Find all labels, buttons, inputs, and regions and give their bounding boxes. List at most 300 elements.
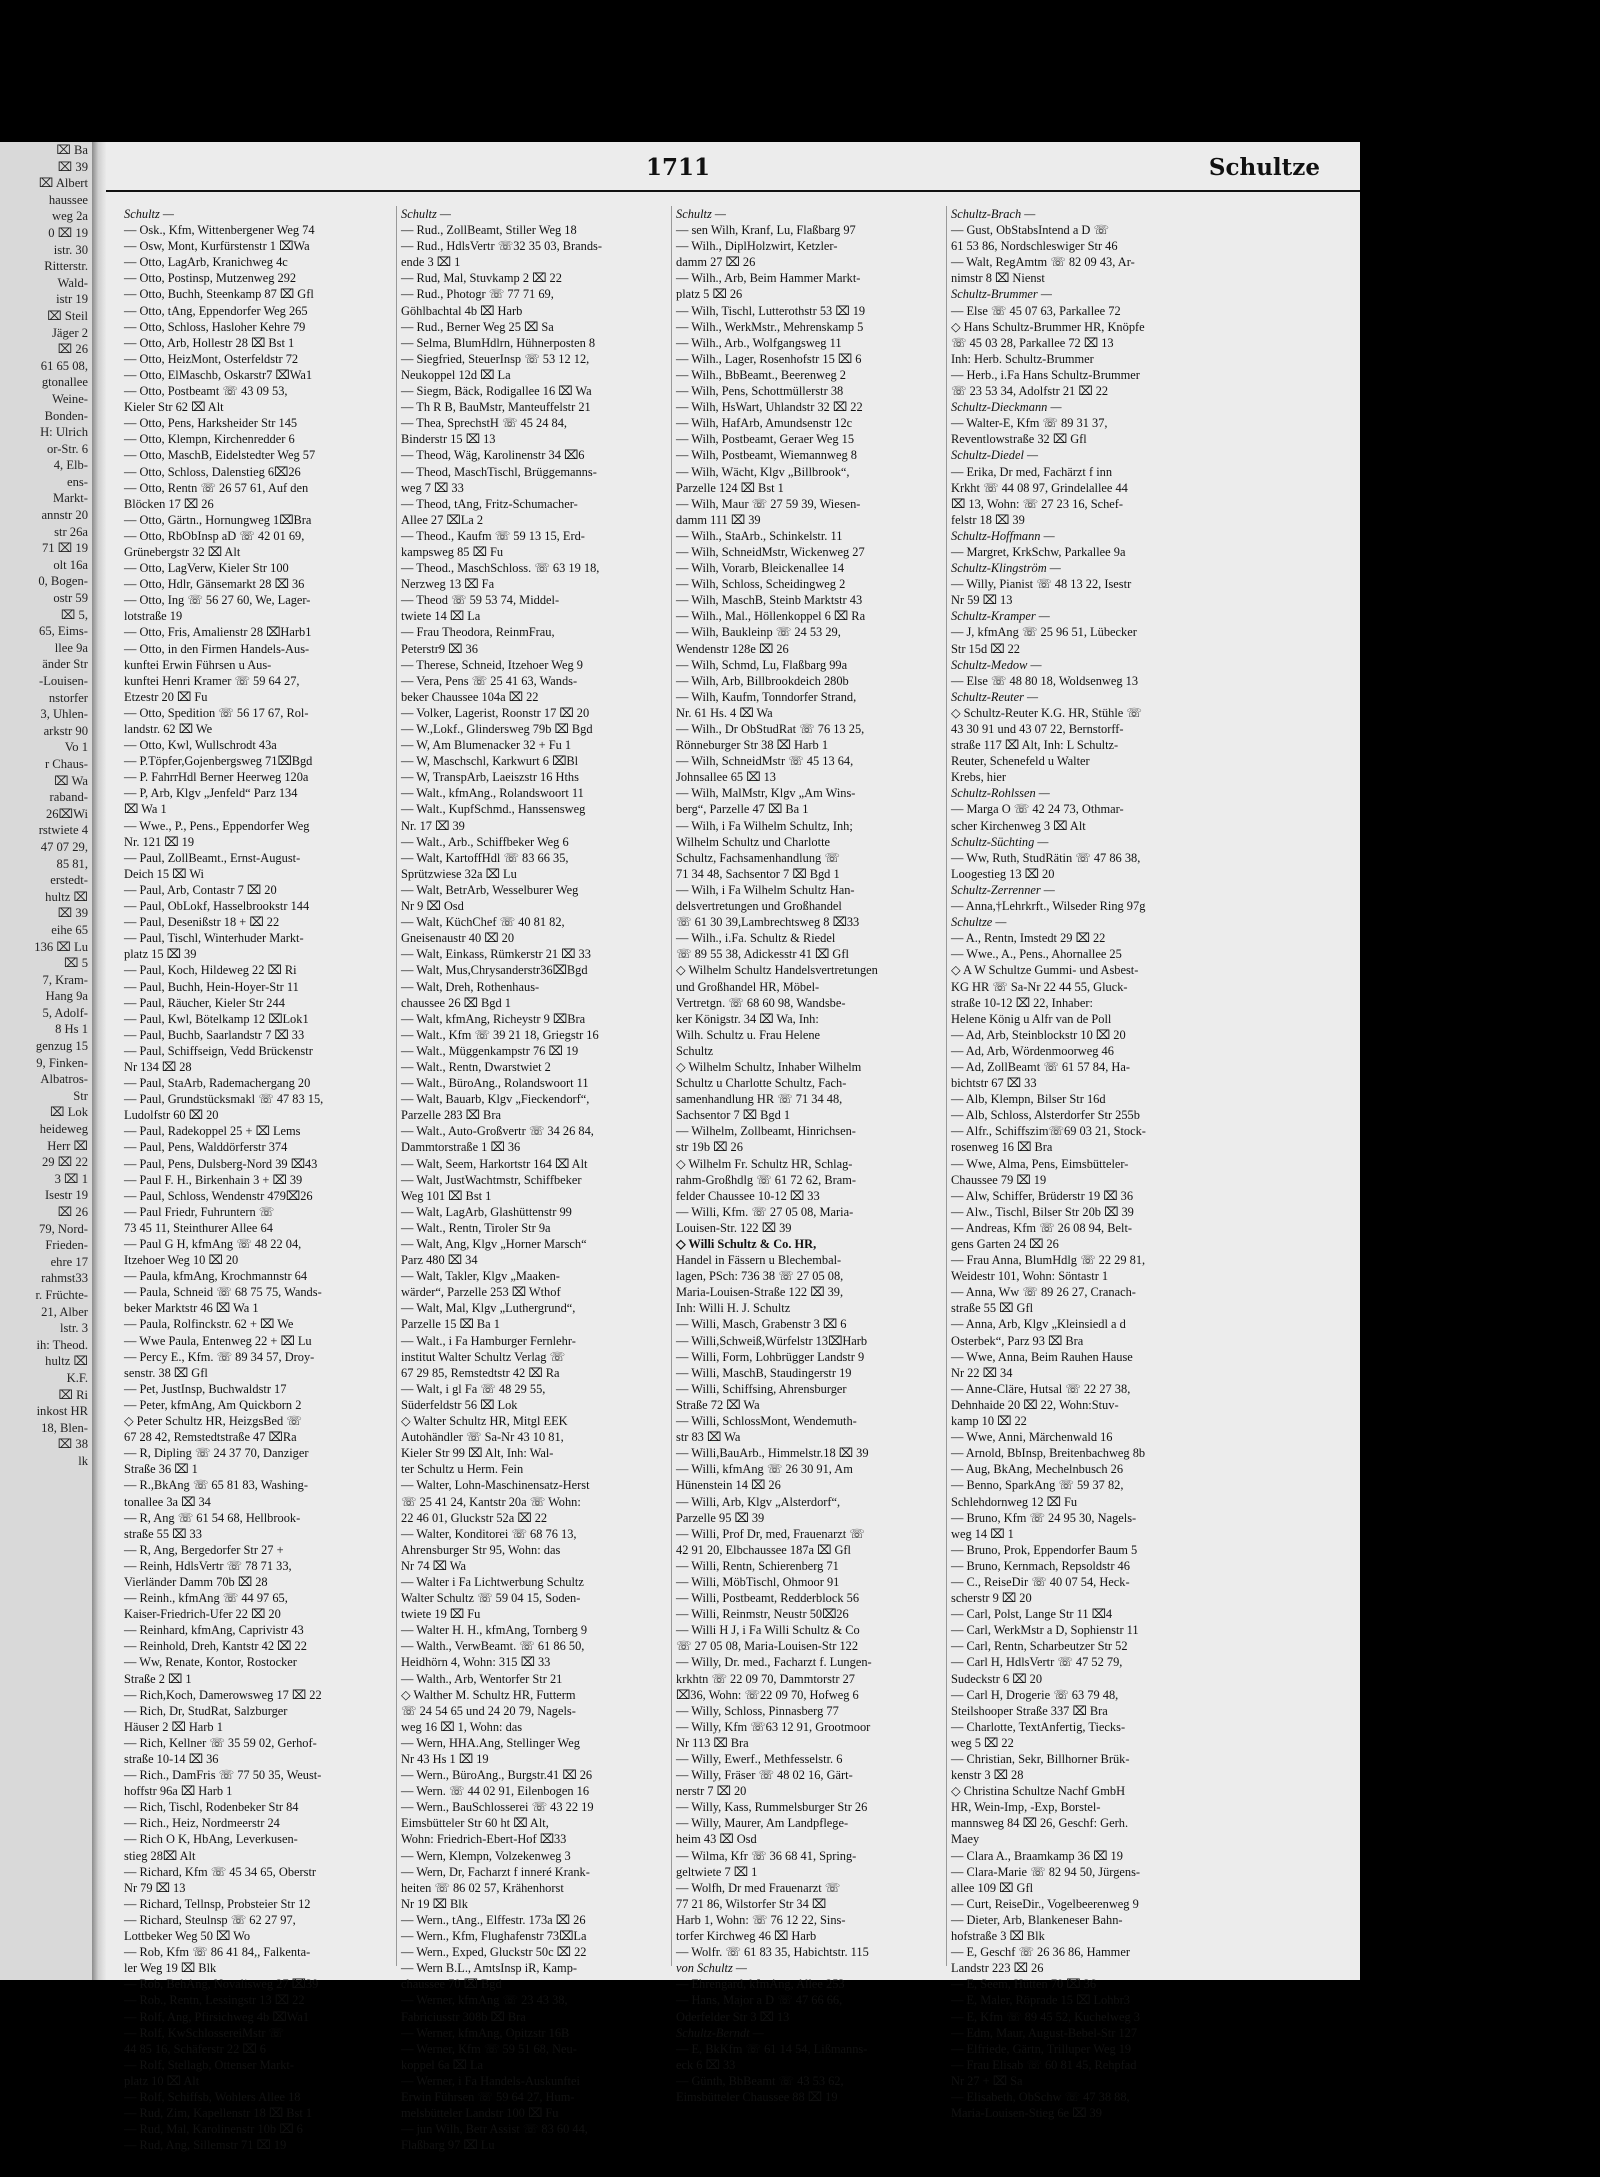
directory-entry: — Walt, i gl Fa ☏ 48 29 55, xyxy=(401,1381,546,1396)
directory-entry: — Paul, Räucher, Kieler Str 244 xyxy=(124,995,285,1010)
directory-entry: — Werner, kfmAng ☏ 23 43 38, xyxy=(401,1993,568,2008)
facing-page-line: 65, Eims- xyxy=(39,624,88,639)
facing-page-line: 136 ⌧ Lu xyxy=(34,939,88,954)
directory-entry: — Walt., Rentn, Tiroler Str 9a xyxy=(401,1220,551,1235)
directory-entry: — Walt, Mal, Klgv „Luthergrund“, xyxy=(401,1301,576,1316)
directory-entry: — Elisabeth, ObSchw ☏ 47 38 88, xyxy=(951,2089,1130,2104)
directory-entry: Helene König u Alfr van de Poll xyxy=(951,1011,1112,1026)
directory-entry: — Otto, Spedition ☏ 56 17 67, Rol- xyxy=(124,705,309,720)
directory-entry: Etzestr 20 ⌧ Fu xyxy=(124,689,208,704)
directory-entry: Wilh. Schultz u. Frau Helene xyxy=(676,1027,821,1042)
directory-entry: — E, Seem, Hütten 70 ⌧ 36 xyxy=(951,1977,1097,1992)
directory-entry: — Paul, Grundstücksmakl ☏ 47 83 15, xyxy=(124,1092,324,1107)
directory-entry: — Wilh, Tischl, Lutterothstr 53 ⌧ 19 xyxy=(676,303,866,318)
directory-entry: Wendenstr 128e ⌧ 26 xyxy=(676,641,789,656)
directory-entry: — W, Maschschl, Karkwurt 6 ⌧Bl xyxy=(401,754,579,769)
directory-entry: — Otto, Kwl, Wullschrodt 43a xyxy=(124,738,277,753)
directory-entry: — Otto, MaschB, Eidelstedter Weg 57 xyxy=(124,448,316,463)
column-1 xyxy=(124,206,392,2153)
directory-entry: Itzehoer Weg 10 ⌧ 20 xyxy=(124,1253,239,1268)
directory-entry: — Vera, Pens ☏ 25 41 63, Wands- xyxy=(401,673,578,688)
directory-entry: — Wwe, Anni, Märchenwald 16 xyxy=(951,1430,1113,1445)
directory-entry: stieg 28⌧ Alt xyxy=(124,1848,196,1863)
facing-page-line: lk xyxy=(78,1453,88,1468)
directory-entry: melsbütteler Landstr 100 ⌧ Fu xyxy=(401,2106,559,2121)
directory-entry: — Otto, Schloss, Hasloher Kehre 79 xyxy=(124,319,306,334)
facing-page-line: ⌧ 26 xyxy=(57,1205,88,1219)
directory-entry: weg 16 ⌧ 1, Wohn: das xyxy=(401,1719,523,1734)
facing-page-line: ⌧ Albert xyxy=(38,176,88,191)
directory-entry: — Rud., HdlsVertr ☏32 35 03, Brands- xyxy=(401,239,602,254)
directory-entry: — Paul, Buchb, Saarlandstr 7 ⌧ 33 xyxy=(124,1027,305,1042)
directory-entry: Krkht ☏ 44 08 97, Grindelallee 44 xyxy=(951,480,1128,495)
directory-entry: felstr 18 ⌧ 39 xyxy=(951,512,1025,527)
directory-entry: — Rud., ZollBeamt, Stiller Weg 18 xyxy=(401,223,577,238)
directory-entry: Hünenstein 14 ⌧ 26 xyxy=(676,1478,781,1493)
directory-entry: — Walt, Dreh, Rothenhaus- xyxy=(401,979,540,994)
directory-entry: Nr 22 ⌧ 34 xyxy=(951,1365,1013,1380)
directory-entry: senstr. 38 ⌧ Gfl xyxy=(124,1365,208,1380)
directory-entry: Dehnhaide 20 ⌧ 22, Wohn:Stuv- xyxy=(951,1397,1119,1412)
facing-page-line: ehre 17 xyxy=(50,1254,88,1269)
directory-entry: — Otto, ElMaschb, Oskarstr7 ⌧Wa1 xyxy=(124,367,313,382)
directory-entry: — Willi, SchlossMont, Wendemuth- xyxy=(676,1414,857,1429)
directory-entry: — Werner, kfmAng, Opitzstr 16B xyxy=(401,2025,570,2040)
directory-entry: Kaiser-Friedrich-Ufer 22 ⌧ 20 xyxy=(124,1607,281,1622)
directory-entry: — Paul, Buchh, Hein-Hoyer-Str 11 xyxy=(124,979,299,994)
directory-entry: — Otto, Pens, Harksheider Str 145 xyxy=(124,416,298,431)
directory-entry: — Otto, Buchh, Steenkamp 87 ⌧ Gfl xyxy=(124,287,314,302)
directory-entry: Johnsallee 65 ⌧ 13 xyxy=(676,770,776,785)
facing-page-line: nstorfer xyxy=(48,690,88,705)
facing-page-line: änder Str xyxy=(42,657,88,672)
directory-entry: — Rolf, Schiffsb, Wohlers Allee 18 xyxy=(124,2089,301,2104)
directory-entry: Straße 2 ⌧ 1 xyxy=(124,1671,192,1686)
directory-entry: — Walt., KupfSchmd., Hanssensweg xyxy=(401,802,586,817)
directory-entry: ◇ Wilhelm Schultz Handelsvertretungen xyxy=(676,963,878,978)
directory-entry: — Margret, KrkSchw, Parkallee 9a xyxy=(951,544,1126,559)
section-heading: Schultz-Reuter — xyxy=(951,689,1039,704)
directory-entry: — Elfriede, Gärtn, Trilluper Weg 19 xyxy=(951,2041,1132,2056)
directory-entry: ◇ Peter Schultz HR, HeizgsBed ☏ xyxy=(124,1414,302,1429)
directory-entry: — Alw., Tischl, Bilser Str 20b ⌧ 39 xyxy=(951,1204,1134,1219)
directory-entry: 71 34 48, Sachsentor 7 ⌧ Bgd 1 xyxy=(676,866,840,881)
directory-entry: ◇ Wilhelm Schultz, Inhaber Wilhelm xyxy=(676,1059,862,1074)
directory-entry: Loogestieg 13 ⌧ 20 xyxy=(951,866,1055,881)
directory-entry: — Wilh, SchneidMstr, Wickenweg 27 xyxy=(676,544,865,559)
directory-entry: Neukoppel 12d ⌧ La xyxy=(401,367,511,382)
directory-entry: kunftei Henri Kramer ☏ 59 64 27, xyxy=(124,673,300,688)
directory-entry: — Günth, BbBeamt ☏ 43 53 62, xyxy=(676,2073,844,2088)
directory-entry: — Theod, Wäg, Karolinenstr 34 ⌧6 xyxy=(401,448,585,463)
directory-entry: kunftei Erwin Führsen u Aus- xyxy=(124,657,272,672)
directory-entry: — Wern. ☏ 44 02 91, Eilenbogen 16 xyxy=(401,1784,590,1799)
directory-entry: Weg 101 ⌧ Bst 1 xyxy=(401,1188,492,1203)
directory-entry: — Bruno, Kfm ☏ 24 95 30, Nagels- xyxy=(951,1510,1137,1525)
directory-entry: Fabriciusstr 308b ⌧ Bra xyxy=(401,2009,526,2024)
facing-page-line: ens- xyxy=(67,474,88,489)
directory-entry: kampsweg 85 ⌧ Fu xyxy=(401,544,504,559)
directory-entry: — Walter i Fa Lichtwerbung Schultz xyxy=(401,1574,584,1589)
facing-page-line: 26⌧Wi xyxy=(46,806,88,821)
directory-entry: ☏ 24 54 65 und 24 20 79, Nagels- xyxy=(401,1703,576,1718)
directory-entry: — Paula, kfmAng, Krochmannstr 64 xyxy=(124,1269,308,1284)
directory-entry: — Walter H. H., kfmAng, Tornberg 9 xyxy=(401,1623,588,1638)
facing-page-line: lstr. 3 xyxy=(60,1321,88,1336)
directory-entry: — Werner, i Fa Handels-Auskunftei xyxy=(401,2073,580,2088)
facing-page-line: or-Str. 6 xyxy=(46,441,88,456)
directory-entry: — Wilh., Mal., Höllenkoppel 6 ⌧ Ra xyxy=(676,609,866,624)
directory-entry: — Paul, Schiffseign, Vedd Brückenstr xyxy=(124,1043,313,1058)
directory-entry: Maria-Louisen-Stieg 6e ⌧ 39 xyxy=(951,2106,1102,2121)
facing-page-line: 29 ⌧ 22 xyxy=(42,1155,88,1170)
directory-entry: Landstr 223 ⌧ 26 xyxy=(951,1961,1044,1976)
directory-entry: — Walt, Bauarb, Klgv „Fieckendorf“, xyxy=(401,1092,590,1107)
directory-entry: — Alb, Schloss, Alsterdorfer Str 255b xyxy=(951,1108,1140,1123)
directory-entry: Schultz u Charlotte Schultz, Fach- xyxy=(676,1076,847,1091)
directory-entry: Flaßbarg 97 ⌧ Lu xyxy=(401,2138,495,2153)
facing-page-line: rstwiete 4 xyxy=(38,823,88,838)
directory-entry: ler Weg 19 ⌧ Blk xyxy=(124,1961,217,1976)
directory-entry: straße 55 ⌧ Gfl xyxy=(951,1301,1034,1316)
directory-entry: — Selma, BlumHdlrn, Hühnerposten 8 xyxy=(401,335,596,350)
directory-entry: — Paula, Rolfinckstr. 62 + ⌧ We xyxy=(124,1317,294,1332)
section-heading: Schultz-Rohlssen — xyxy=(951,786,1050,801)
directory-entry: Inh: Herb. Schultz-Brummer xyxy=(951,351,1094,366)
directory-entry: — Walt., Arb., Schiffbeker Weg 6 xyxy=(401,834,569,849)
facing-page-line: 79, Nord- xyxy=(39,1221,88,1236)
directory-entry: — Ad, ZollBeamt ☏ 61 57 84, Ha- xyxy=(951,1059,1130,1074)
directory-entry: — Otto, Gärtn., Hornungweg 1⌧Bra xyxy=(124,512,312,527)
directory-entry: Eimsbütteler Chaussee 88 ⌧ 19 xyxy=(676,2089,838,2104)
directory-entry: — Willi, Prof Dr, med, Frauenarzt ☏ xyxy=(676,1526,865,1541)
facing-page-line: ⌧ 39 xyxy=(57,159,88,174)
directory-entry: Parzelle 95 ⌧ 39 xyxy=(676,1510,765,1525)
directory-entry: — Paul Friedr, Fuhruntern ☏ xyxy=(124,1204,275,1219)
directory-entry: — Willi, Masch, Grabenstr 3 ⌧ 6 xyxy=(676,1317,847,1332)
facing-page-line: ⌧ Ba xyxy=(56,143,88,157)
directory-entry: twiete 19 ⌧ Fu xyxy=(401,1607,481,1622)
directory-entry: — Walt, Takler, Klgv „Maaken- xyxy=(401,1269,560,1284)
directory-entry: — R, Ang, Bergedorfer Str 27 + xyxy=(124,1542,284,1557)
directory-entry: — Walter, Konditorei ☏ 68 76 13, xyxy=(401,1526,577,1541)
directory-entry: Kieler Str 99 ⌧ Alt, Inh: Wal- xyxy=(401,1446,554,1461)
directory-entry: Schlehdornweg 12 ⌧ Fu xyxy=(951,1494,1078,1509)
directory-entry: 61 53 86, Nordschleswiger Str 46 xyxy=(951,239,1118,254)
directory-entry: — Willy, Schloss, Pinnasberg 77 xyxy=(676,1703,839,1718)
directory-entry: Sachsentor 7 ⌧ Bgd 1 xyxy=(676,1108,791,1123)
facing-page-line: haussee xyxy=(48,192,88,207)
directory-entry: ◇ Hans Schultz-Brummer HR, Knöpfe xyxy=(951,319,1145,334)
directory-entry: — Willi, kfmAng ☏ 26 30 91, Am xyxy=(676,1462,853,1477)
section-heading: Schultz-Diedel — xyxy=(951,448,1039,463)
facing-page-line: Isestr 19 xyxy=(44,1188,88,1203)
directory-entry: — Wilh, Maur ☏ 27 59 39, Wiesen- xyxy=(676,496,861,511)
directory-entry: — Ad, Arb, Steinblockstr 10 ⌧ 20 xyxy=(951,1027,1126,1042)
directory-entry: — Rob, BehAng, Novalisweg 27 ⌧39 xyxy=(124,1977,319,1992)
directory-entry: — P. FahrrHdl Berner Heerweg 120a xyxy=(124,770,309,785)
directory-entry: ◇ Wilhelm Fr. Schultz HR, Schlag- xyxy=(676,1156,853,1171)
directory-entry: Oderfelder Str 3 ⌧ 13 xyxy=(676,2009,790,2024)
directory-entry: — Arnold, BbInsp, Breitenbachweg 8b xyxy=(951,1446,1146,1461)
directory-entry: — Osw, Mont, Kurfürstenstr 1 ⌧Wa xyxy=(124,239,310,254)
directory-entry: Nr 27 + ⌧ Sa xyxy=(951,2073,1023,2088)
directory-entry: — Rich., DamFris ☏ 77 50 35, Weust- xyxy=(124,1768,322,1783)
section-heading: Schultz-Klingström — xyxy=(951,561,1061,576)
directory-entry: — Theod ☏ 59 53 74, Middel- xyxy=(401,593,560,608)
directory-entry: ◇ Walter Schultz HR, Mitgl EEK xyxy=(401,1414,568,1429)
directory-entry: — Benno, SparkAng ☏ 59 37 82, xyxy=(951,1478,1124,1493)
directory-entry: — Rud, Mal, Stuvkamp 2 ⌧ 22 xyxy=(401,271,562,286)
directory-entry: — Walt, Seem, Harkortstr 164 ⌧ Alt xyxy=(401,1156,588,1171)
directory-entry: eck 6 ⌧ 33 xyxy=(676,2057,736,2072)
facing-page-line: ⌧ 26 xyxy=(57,342,88,357)
directory-entry: Vertretgn. ☏ 68 60 98, Wandsbe- xyxy=(676,995,846,1010)
directory-entry: Wilhelm Schultz und Charlotte xyxy=(676,834,831,849)
facing-page-line: weg 2a xyxy=(51,209,88,224)
directory-entry: — Paul, Koch, Hildeweg 22 ⌧ Ri xyxy=(124,963,297,978)
directory-entry: Nr 134 ⌧ 28 xyxy=(124,1059,192,1074)
directory-entry: — Otto, Fris, Amalienstr 28 ⌧Harb1 xyxy=(124,625,312,640)
directory-entry: Parz 480 ⌧ 34 xyxy=(401,1253,478,1268)
directory-entry: Inh: Willi H. J. Schultz xyxy=(676,1301,791,1316)
directory-entry: tonallee 3a ⌧ 34 xyxy=(124,1494,211,1509)
directory-entry: — Andreas, Kfm ☏ 26 08 94, Belt- xyxy=(951,1220,1133,1235)
directory-entry: Parzelle 15 ⌧ Ba 1 xyxy=(401,1317,500,1332)
directory-entry: — Willi, MöbTischl, Ohmoor 91 xyxy=(676,1574,840,1589)
directory-entry: — Else ☏ 48 80 18, Woldsenweg 13 xyxy=(951,673,1139,688)
directory-entry: Häuser 2 ⌧ Harb 1 xyxy=(124,1719,223,1734)
page-header xyxy=(106,150,1360,192)
directory-entry: — Otto, HeizMont, Osterfeldstr 72 xyxy=(124,351,299,366)
directory-entry: heim 43 ⌧ Osd xyxy=(676,1832,757,1847)
facing-page-line: ⌧ 5, xyxy=(60,607,88,622)
directory-entry: Nr 43 Hs 1 ⌧ 19 xyxy=(401,1752,489,1766)
directory-entry: — Ww, Renate, Kontor, Rostocker xyxy=(124,1655,297,1670)
directory-entry: str 19b ⌧ 26 xyxy=(676,1140,743,1155)
directory-entry: Nr 59 ⌧ 13 xyxy=(951,593,1013,608)
directory-entry: Süderfeldstr 56 ⌧ Lok xyxy=(401,1397,518,1412)
directory-entry: — Willy, Ewerf., Methfesselstr. 6 xyxy=(676,1752,843,1766)
directory-entry: platz 15 ⌧ 39 xyxy=(124,947,197,962)
facing-page-line: ih: Theod. xyxy=(36,1337,88,1352)
directory-entry: — Wilh., Arb, Beim Hammer Markt- xyxy=(676,271,861,286)
directory-entry: 67 28 42, Remstedtstraße 47 ⌧Ra xyxy=(124,1430,297,1445)
directory-entry: Walter Schultz ☏ 59 04 15, Soden- xyxy=(401,1591,581,1606)
directory-entry: — Richard, Tellnsp, Probsteier Str 12 xyxy=(124,1896,311,1911)
directory-entry: — Reinhold, Dreh, Kantstr 42 ⌧ 22 xyxy=(124,1639,307,1654)
directory-entry: — Willi, Reinmstr, Neustr 50⌧26 xyxy=(676,1607,849,1622)
directory-entry: — Charlotte, TextAnfertig, Tiecks- xyxy=(951,1719,1126,1734)
directory-entry: — Paul, Kwl, Bötelkamp 12 ⌧Lok1 xyxy=(124,1011,309,1026)
directory-entry: — Walt, kfmAng, Richeystr 9 ⌧Bra xyxy=(401,1011,586,1026)
directory-entry: beker Chaussee 104a ⌧ 22 xyxy=(401,689,539,704)
directory-entry: — Wern B.L., AmtsInsp iR, Kamp- xyxy=(401,1961,578,1976)
facing-page-line: erstedt- xyxy=(50,873,88,888)
facing-page-line: olt 16a xyxy=(53,557,88,572)
facing-page-fragment xyxy=(0,142,92,1980)
directory-entry: Osterbek“, Parz 93 ⌧ Bra xyxy=(951,1333,1084,1348)
directory-entry: — Wilh, i Fa Wilhelm Schultz Han- xyxy=(676,882,855,897)
directory-entry: 22 46 01, Gluckstr 52a ⌧ 22 xyxy=(401,1510,548,1525)
directory-entry: weg 14 ⌧ 1 xyxy=(951,1526,1014,1541)
directory-entry: — Willi, Arb, Klgv „Alsterdorf“, xyxy=(676,1494,841,1509)
directory-entry: — Wilh, Vorarb, Bleickenallee 14 xyxy=(676,561,845,576)
section-heading: Schultz-Medow — xyxy=(951,657,1042,672)
directory-entry: ☏ 89 55 38, Adickesstr 41 ⌧ Gfl xyxy=(676,947,849,962)
directory-entry: — Wilh, Arb, Billbrookdeich 280b xyxy=(676,673,849,688)
directory-entry: — Walt, BetrArb, Wesselburer Weg xyxy=(401,882,579,897)
directory-entry: — Wolfr. ☏ 61 83 35, Habichtstr. 115 xyxy=(676,1945,869,1960)
directory-entry: str 83 ⌧ Wa xyxy=(676,1430,741,1445)
directory-entry: ⌧36, Wohn: ☏22 09 70, Hofweg 6 xyxy=(676,1687,859,1702)
directory-entry: Chaussee 79 ⌧ 19 xyxy=(951,1172,1047,1187)
directory-entry: Nr 19 ⌧ Blk xyxy=(401,1896,468,1911)
directory-entry: — Paul, Arb, Contastr 7 ⌧ 20 xyxy=(124,882,277,897)
directory-entry: ker Königstr. 34 ⌧ Wa, Inh: xyxy=(676,1011,819,1026)
directory-entry: nerstr 7 ⌧ 20 xyxy=(676,1784,747,1799)
directory-entry: — Wilh., Dr ObStudRat ☏ 76 13 25, xyxy=(676,722,865,736)
directory-entry: Louisen-Str. 122 ⌧ 39 xyxy=(676,1220,792,1235)
directory-entry: Straße 72 ⌧ Wa xyxy=(676,1397,760,1412)
facing-page-line: Albatros- xyxy=(40,1072,88,1087)
facing-page-line: arkstr 90 xyxy=(43,723,88,738)
directory-entry: bichtstr 67 ⌧ 33 xyxy=(951,1076,1037,1091)
facing-page-line: 7, Kram- xyxy=(42,972,88,987)
directory-entry: 44 85 16, Schäferstr 22 ⌧ 6 xyxy=(124,2041,266,2056)
directory-entry: — Paul F. H., Birkenhain 3 + ⌧ 39 xyxy=(124,1172,303,1187)
directory-entry: — Hans, Major a D ☏ 47 66 66, xyxy=(676,1993,843,2008)
directory-entry: — Marga O ☏ 42 24 73, Othmar- xyxy=(951,802,1124,817)
directory-entry: — Rud, Mal, Karolinenstr 10b ⌧ 6 xyxy=(124,2122,303,2137)
facing-page-line: istr 19 xyxy=(56,292,88,307)
directory-entry: delsvertretungen und Großhandel xyxy=(676,899,842,914)
directory-entry: — Otto, Klempn, Kirchenredder 6 xyxy=(124,432,295,447)
directory-entry: weg 7 ⌧ 33 xyxy=(401,480,464,495)
facing-page-line: Ritterstr. xyxy=(44,259,88,274)
directory-entry: — Willy, Pianist ☏ 48 13 22, Isestr xyxy=(951,577,1132,592)
directory-entry: 67 29 85, Remstedtstr 42 ⌧ Ra xyxy=(401,1365,560,1380)
directory-entry: Schultz, Fachsamenhandlung ☏ xyxy=(676,850,840,865)
directory-entry: platz 5 ⌧ 26 xyxy=(676,287,743,302)
directory-entry: — E, Maler, Röprade 15 ⌧ Lohbr3 xyxy=(951,1993,1130,2008)
directory-entry: berg“, Parzelle 47 ⌧ Ba 1 xyxy=(676,802,809,817)
facing-page-line: ostr 59 xyxy=(53,591,88,606)
directory-entry: — jun Wilh, Betr Assist ☏ 83 60 44, xyxy=(401,2122,588,2137)
section-heading: Schultz-Kramper — xyxy=(951,609,1050,624)
directory-entry: — A., Rentn, Imstedt 29 ⌧ 22 xyxy=(951,931,1106,946)
directory-entry: — Wilh, SchneidMstr ☏ 45 13 64, xyxy=(676,754,854,769)
directory-entry: — Carl, Rentn, Scharbeutzer Str 52 xyxy=(951,1639,1128,1654)
facing-page-line: inkost HR xyxy=(36,1404,88,1419)
directory-entry: — Wern., Exped, Gluckstr 50c ⌧ 22 xyxy=(401,1945,587,1960)
directory-entry: ende 3 ⌧ 1 xyxy=(401,255,461,270)
directory-entry: — Walt, KartoffHdl ☏ 83 66 35, xyxy=(401,850,569,865)
directory-entry: — Walter-E, Kfm ☏ 89 31 37, xyxy=(951,416,1108,431)
directory-entry: Nr. 121 ⌧ 19 xyxy=(124,834,195,849)
facing-page-line: Frieden- xyxy=(45,1238,88,1253)
directory-entry: felder Chaussee 10-12 ⌧ 33 xyxy=(676,1188,820,1203)
directory-entry: — Volker, Lagerist, Roonstr 17 ⌧ 20 xyxy=(401,705,590,720)
facing-page-line: ⌧ Steil xyxy=(47,308,88,323)
directory-entry: — Frau Elisab ☏ 60 81 45, Rehpfad xyxy=(951,2057,1137,2072)
directory-entry: ◇ A W Schultze Gummi- und Asbest- xyxy=(951,963,1139,978)
directory-entry: — Wilh, Postbeamt, Wiemannweg 8 xyxy=(676,448,857,463)
directory-entry: — Wilh., BbBeamt., Beerenweg 2 xyxy=(676,367,846,382)
directory-entry: — Willi, Schiffsing, Ahrensburger xyxy=(676,1381,847,1396)
facing-page-line: str 26a xyxy=(54,524,88,539)
directory-entry: — Walter, Lohn-Maschinensatz-Herst xyxy=(401,1478,590,1493)
directory-entry: — Otto, Hdlr, Gänsemarkt 28 ⌧ 36 xyxy=(124,577,305,592)
directory-entry: — Anne-Cläre, Hutsal ☏ 22 27 38, xyxy=(951,1381,1131,1396)
directory-entry: — Erika, Dr med, Fachärzt f inn xyxy=(951,464,1113,479)
facing-page-line: 71 ⌧ 19 xyxy=(42,541,88,556)
directory-entry: — Wern, Dr, Facharzt f inneré Krank- xyxy=(401,1864,590,1879)
directory-entry: ☏ 27 05 08, Maria-Louisen-Str 122 xyxy=(676,1639,859,1654)
facing-page-line: raband- xyxy=(49,790,88,805)
directory-entry: — Herb., i.Fa Hans Schultz-Brummer xyxy=(951,367,1140,382)
facing-page-line: hultz ⌧ xyxy=(45,1354,88,1369)
directory-entry: — Wilh., Lager, Rosenhofstr 15 ⌧ 6 xyxy=(676,351,862,366)
directory-entry: — Reinh, HdlsVertr ☏ 78 71 33, xyxy=(124,1558,292,1573)
directory-entry: — Willi, Postbeamt, Redderblock 56 xyxy=(676,1591,860,1606)
directory-entry: — Else ☏ 45 07 63, Parkallee 72 xyxy=(951,303,1121,318)
directory-entry: — Willi H J, i Fa Willi Schultz & Co xyxy=(676,1623,860,1638)
directory-entry: — Alb, Klempn, Bilser Str 16d xyxy=(951,1092,1106,1107)
directory-entry: — Wilh, Pens, Schottmüllerstr 38 xyxy=(676,384,844,399)
directory-entry: Ludolfstr 60 ⌧ 20 xyxy=(124,1108,219,1123)
directory-entry: — Paul, Schloss, Wendenstr 479⌧26 xyxy=(124,1188,313,1203)
directory-entry: — Alfr., Schiffszim☏69 03 21, Stock- xyxy=(951,1124,1146,1139)
directory-entry: — Wilh., DiplHolzwirt, Ketzler- xyxy=(676,239,838,254)
directory-entry: HR, Wein-Imp, -Exp, Borstel- xyxy=(951,1800,1101,1815)
directory-entry: — Wwe Paula, Entenweg 22 + ⌧ Lu xyxy=(124,1333,312,1348)
directory-entry: — Reinhard, kfmAng, Caprivistr 43 xyxy=(124,1623,304,1638)
directory-entry: Steilshooper Straße 337 ⌧ Bra xyxy=(951,1703,1108,1718)
directory-entry: — Wilh, HsWart, Uhlandstr 32 ⌧ 22 xyxy=(676,400,863,415)
directory-entry: Gneisenaustr 40 ⌧ 20 xyxy=(401,931,515,946)
facing-page-line: istr. 30 xyxy=(53,242,88,257)
directory-entry: — Aug, BkAng, Mechelnbusch 26 xyxy=(951,1462,1124,1477)
column-2 xyxy=(396,206,669,2153)
directory-entry: — Rob., Rentn, Lessingstr 13 ⌧ 22 xyxy=(124,1993,305,2008)
directory-entry: damm 27 ⌧ 26 xyxy=(676,255,756,270)
facing-page-line: 47 07 29, xyxy=(40,839,88,854)
directory-entry: — Rud., Photogr ☏ 77 71 69, xyxy=(401,287,554,302)
directory-entry: — Carl H, Drogerie ☏ 63 79 48, xyxy=(951,1687,1119,1702)
facing-page-line: ⌧ 39 xyxy=(57,906,88,921)
section-heading: Schultz-Hoffmann — xyxy=(951,528,1055,543)
facing-page-line: Vo 1 xyxy=(64,740,88,755)
directory-entry: Heidhörn 4, Wohn: 315 ⌧ 33 xyxy=(401,1655,551,1670)
directory-entry: Krebs, hier xyxy=(951,770,1007,785)
directory-entry: Peterstr9 ⌧ 36 xyxy=(401,641,478,656)
facing-page-line: 9, Finken- xyxy=(36,1055,88,1070)
facing-page-line: 21, Alber xyxy=(41,1304,88,1319)
directory-entry: — Walth., Arb, Wentorfer Str 21 xyxy=(401,1671,563,1686)
running-head: Schultze xyxy=(1208,154,1320,181)
directory-entry: Maey xyxy=(951,1832,980,1847)
directory-entry: Sprützwiese 32a ⌧ Lu xyxy=(401,866,517,881)
directory-entry: — Carl, Polst, Lange Str 11 ⌧4 xyxy=(951,1607,1113,1622)
directory-entry: landstr. 62 ⌧ We xyxy=(124,722,213,736)
directory-entry: — Rich O K, HbAng, Leverkusen- xyxy=(124,1832,298,1847)
directory-entry: — W, Am Blumenacker 32 + Fu 1 xyxy=(401,738,572,753)
directory-entry: krkhtn ☏ 22 09 70, Dammtorstr 27 xyxy=(676,1671,855,1686)
directory-entry: — Wern., tAng., Elffestr. 173a ⌧ 26 xyxy=(401,1912,586,1927)
directory-entry: — Walt., Rentn, Dwarstwiet 2 xyxy=(401,1059,551,1074)
directory-entry: Parzelle 124 ⌧ Bst 1 xyxy=(676,480,784,495)
